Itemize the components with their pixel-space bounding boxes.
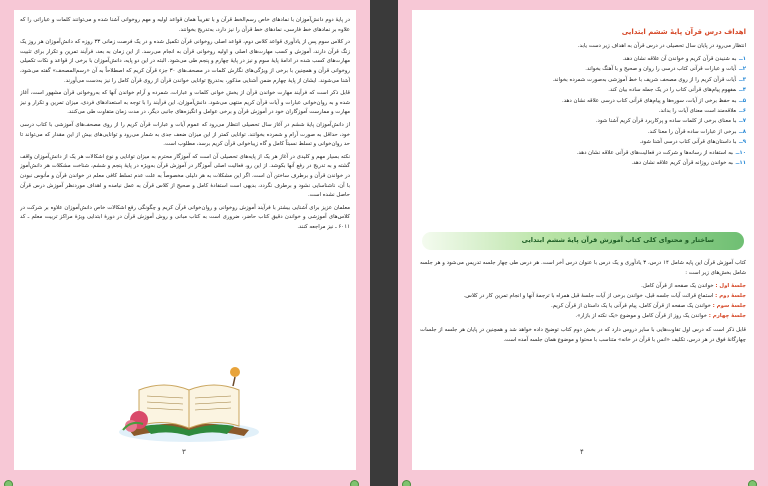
section-banner: [422, 232, 744, 250]
goals-heading: اهداف درس قرآن پایهٔ ششم ابتدایی: [621, 28, 746, 36]
session-item: جلسهٔ اول : خواندن یک صفحه از قرآن کامل.: [641, 283, 746, 289]
list-item: ۱۰ــبه استفاده از رسانه‌ها و شرکت در فعالیت‌های قرآنی علاقه نشان دهد.: [576, 149, 746, 156]
list-item: ۱۱ــبه خواندن روزانه قرآن کریم علاقه نشان دهد.: [631, 160, 746, 167]
list-item: ۴ــمفهوم پیام‌های قرآنی کتاب را در یک جمله ساده بیان کند.: [608, 87, 746, 94]
goals-intro: انتظار می‌رود در پایان سال تحصیلی در درس قرآن به اهداف زیر دست یابد.: [577, 43, 746, 49]
list-item: ۱ــبه شنیدن قرآن کریم و خواندن آن علاقه نشان دهد.: [622, 56, 746, 62]
left-page-body: [14, 10, 356, 470]
corner-ornament-left: [4, 474, 20, 482]
structure-section: [420, 258, 746, 348]
quran-illustration: [109, 350, 269, 445]
corner-ornament-right: [748, 474, 764, 482]
session-item: جلسهٔ چهارم : خواندن یک روز از قرآن کامل و موضوع «یک نکته از بازار».: [575, 313, 746, 319]
goals-list: [420, 54, 746, 168]
paragraph: قابل ذکر است که فرآیند مهارت خواندن قرآن از یخش خوانی کلمات و عبارات، شمرده و آرام خواندن آنها که به‌روخوانی قرآن مشهور است، آغاز شده و به روان‌خوانی عبارات و آیات قرآن کریم منتهی می‌شود. دانش‌آموزان، این فرآیند را با توجه به استعدادهای فردی، میزان تمرین و تکرار و نیز مهارت و ممارست آموزگاران خود در آموزش قرآن و برخی عوامل و انگیزه‌های جانبی دیگر، در مدت زمان متفاوت طی می‌کنند.: [20, 90, 350, 116]
list-item: ۸ــبرخی از عبارات ساده قرآن را معنا کند.: [647, 128, 746, 135]
corner-ornament-left: [402, 474, 418, 482]
list-item: ۶ــعلاقه‌مند است معنای آیات را بداند.: [658, 108, 746, 115]
left-page-text: [20, 16, 350, 324]
page-number: ۴: [580, 448, 584, 456]
page-number: ۳: [182, 448, 186, 456]
paragraph: معلمان عزیز برای آشنایی بیشتر با فرآیند آموزش روخوانی و روان‌خوانی قرآن کریم و چگونگی رفع اشکالات خاص دانش‌آموزان علاوه بر شرکت در کلاس‌های آموزشی و خواندن دقیق کتاب حاضر، ضروری است به کتاب مبانی و روش آموزش قرآن در دورهٔ ابتدایی ویژهٔ مراکز تربیت معلم ـ کد ۶۰۱۱ ـ نیز مراجعه کنند.: [20, 204, 350, 230]
book-spine: [370, 0, 398, 486]
left-page: [0, 0, 370, 486]
session-item: جلسهٔ دوم : استماع قرائت آیات جلسه قبل، خواندن برخی از آیات جلسهٔ قبل همراه با ترجمهٔ آنها و انجام تمرین کار در کلاس.: [463, 293, 746, 299]
right-page: [398, 0, 768, 486]
right-page-body: [412, 10, 754, 470]
list-item: ۹ــبا داستان‌های قرآنی کتاب درسی آشنا شود.: [639, 139, 746, 146]
list-item: ۲ــآیات و عبارات قرآنی کتاب درسی را روان و صحیح و با آهنگ بخواند.: [585, 66, 746, 73]
session-item: جلسهٔ سوم : خواندن یک صفحه از قرآن کامل، پیام قرآنی یا یک داستان از قرآن کریم.: [550, 303, 746, 309]
page-gutter: [360, 0, 370, 486]
banner-title: ساختار و محتوای کلی کتاب آموزش قرآن پایهٔ ششم ابتدایی: [521, 236, 714, 244]
closing-paragraph: قابل ذکر است که درس اول تفاوت‌هایی با سایر دروس دارد که در بخش دوم کتاب توضیح داده خواهد شد و همچنین در پایان هر جلسه از جلسات چهارگانهٔ فوق در هر درس، تکلیف «انس با قرآن در خانه» متناسب با محتوا و موضوع همان جلسه آمده است.: [420, 327, 746, 343]
list-item: ۳ــآیات قرآن کریم را از روی مصحف شریف با خط آموزشی به‌صورت شمرده بخواند.: [552, 76, 746, 83]
structure-intro: کتاب آموزش قرآن این پایه شامل ۱۴ درس، ۳ یادآوری و یک درس با عنوان درس آخر است. هر درس طی چهار جلسه تدریس می‌شود و هر جلسه شامل بخش‌های زیر است :: [420, 260, 746, 276]
list-item: ۷ــبا معنای برخی از کلمات ساده و پرکاربرد قرآن کریم آشنا شود.: [595, 118, 746, 125]
list-item: ۵ــبه حفظ برخی از آیات، سوره‌ها و پیام‌های قرآنی کتاب درسی علاقه نشان دهد.: [561, 97, 746, 104]
paragraph: در پایهٔ دوم دانش‌آموزان با نمادهای خاص رسم‌الخط قرآن و با تقریباً همان قواعد اولیه و مهم روخوانی آشنا شده و می‌توانند کلمات و عباراتی را که علاوه بر نمادهای خط فارسی، نمادهای خط قرآن را نیز دارد، به‌تدریج بخوانند.: [20, 17, 350, 33]
paragraph: در کلاس سوم پس از یادآوری قواعد کلاس دوم، قواعد اصلی روخوانی قرآن تکمیل شده و در یک فرصت زمانی ۳۳ روزه که دانش‌آموزان هر روز یک زنگ قرآن دارند، آموزش و کسب مهارت‌های اصلی و اولیه روخوانی قرآن به انجام می‌رسد. از این زمان به بعد، فرآیند تمرین و تکرار برای تثبیت مهارت‌های کسب شده در ادامهٔ پایهٔ سوم و نیز در پایهٔ چهارم و پنجم طی می‌شود. البته در این دو پایه، دانش‌آموزان با برخی از قواعد و نکات تکمیلی روخوانی قرآن و همچنین با برخی از ویژگی‌های نگارش کلمات در مصحف‌های ۳۰ جزء قرآن کریم که اصطلاحاً به آن «رسم‌المصحف» گفته می‌شود، آشنا می‌شوند. ایشان از پایهٔ چهارم ضمن آشنایی مذکور، به‌تدریج توانایی خواندن قرآن از روی قرآن کامل را نیز به‌دست می‌آورند.: [20, 39, 350, 84]
paragraph: از دانش‌آموزان پایهٔ ششم در آغاز سال تحصیلی انتظار می‌رود که عموم آیات و عبارات قرآن کریم را از روی مصحف‌های آموزشی با کتاب درسی خود، حداقل به صورت آرام و شمرده بخوانند. توانایی کمتر از این میزان ضعف جدی به شمار می‌رود و توانایی‌های بیش از این مقدار که می‌تواند تا حد روان‌خوانی و تسلط نسبتاً کامل و گاه زیباخوانی قرآن کریم برسد، مطلوب است.: [20, 121, 350, 148]
paragraph: نکته بسیار مهم و کلیدی در آغاز هر یک از پایه‌های تحصیلی آن است که آموزگار محترم به میزان توانایی و نوع اشکالات هر یک از دانش‌آموزان واقف گشته و به تدریج در رفع آنها بکوشد. از این رو، فعالیت اصلی آموزگار در آموزش قرآن به‌ویژه در پایهٔ پنجم و ششم، شناخت مشکلات هر دانش‌آموز در خواندن قرآن و برطرف ساختن آن است. اگر این مشکلات به هر دلیلی مخصوصاً به علت عدم تسلط کافی معلم در خواندن قرآن و مأنوس نبودن با آن، ناشناسایی نشود و برطرف نگردد، بدیهی است استفادهٔ کامل و صحیح از کلاس قرآن به عمل نیامده و اهداف موردنظر آموزش درس قرآن حاصل نشده است.: [20, 153, 350, 199]
